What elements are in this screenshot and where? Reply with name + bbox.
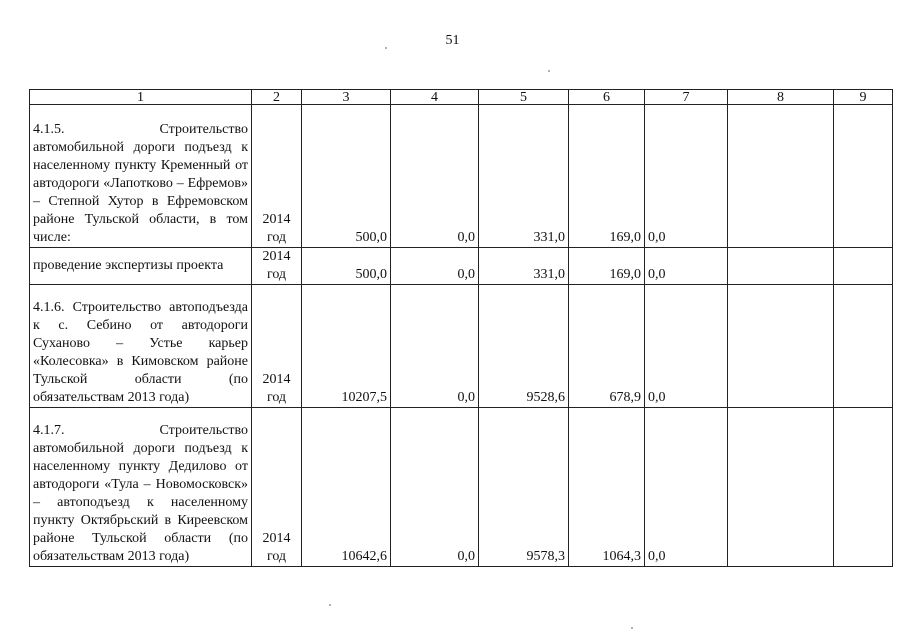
table-row [30,248,893,285]
cell-col5: 9528,6 [479,285,569,408]
header-cell-7: 7 [645,90,728,105]
cell-col6: 1064,3 [569,408,645,567]
header-cell-4: 4 [391,90,479,105]
header-cell-3: 3 [302,90,391,105]
scan-speck [329,604,331,606]
cell-col5: 9578,3 [479,408,569,567]
header-cell-1: 1 [30,90,252,105]
budget-table [29,89,893,567]
row-description: 4.1.6. Строительство автоподъезда к с. Себино от автодороги Суханово – Устье карьер «Колесовка» в Кимовском районе Тульской области (по обязательствам 2013 года) [30,285,252,408]
cell-col6: 169,0 [569,105,645,248]
scan-speck [548,70,550,72]
cell-col3: 10642,6 [302,408,391,567]
cell-col6: 678,9 [569,285,645,408]
row-description: проведение экспертизы проекта [30,248,252,285]
cell-col9 [834,105,893,248]
header-row [30,90,893,105]
cell-col3: 10207,5 [302,285,391,408]
cell-col4: 0,0 [391,248,479,285]
row-year: 2014 год [252,408,302,567]
cell-col8 [728,285,834,408]
cell-col7: 0,0 [645,248,728,285]
cell-col3: 500,0 [302,105,391,248]
page-number: 51 [445,33,460,48]
cell-col4: 0,0 [391,408,479,567]
cell-col9 [834,285,893,408]
header-cell-5: 5 [479,90,569,105]
cell-col4: 0,0 [391,285,479,408]
cell-col3: 500,0 [302,248,391,285]
cell-col7: 0,0 [645,408,728,567]
cell-col8 [728,105,834,248]
cell-col7: 0,0 [645,285,728,408]
scan-speck [631,627,633,629]
header-cell-2: 2 [252,90,302,105]
cell-col6: 169,0 [569,248,645,285]
scan-speck [385,47,387,49]
row-description: 4.1.5. Строительство автомобильной дороги подъезд к населенному пункту Кременный от автодороги «Лапотково – Ефремов» – Степной Хутор в Ефремовском районе Тульской области, в том числе: [30,105,252,248]
cell-col5: 331,0 [479,105,569,248]
cell-col7: 0,0 [645,105,728,248]
row-year: 2014 год [252,105,302,248]
row-description: 4.1.7. Строительство автомобильной дороги подъезд к населенному пункту Дедилово от автодороги «Тула – Новомосковск» – автоподъезд к населенному пункту Октябрьский в Киреевском районе Тульской области (по обязательствам 2013 года) [30,408,252,567]
cell-col8 [728,248,834,285]
row-year: 2014 год [252,248,302,285]
cell-col9 [834,408,893,567]
header-cell-8: 8 [728,90,834,105]
row-year: 2014 год [252,285,302,408]
header-cell-6: 6 [569,90,645,105]
cell-col9 [834,248,893,285]
cell-col5: 331,0 [479,248,569,285]
cell-col8 [728,408,834,567]
table-row [30,285,893,408]
header-cell-9: 9 [834,90,893,105]
table-row [30,105,893,248]
cell-col4: 0,0 [391,105,479,248]
table-row [30,408,893,567]
